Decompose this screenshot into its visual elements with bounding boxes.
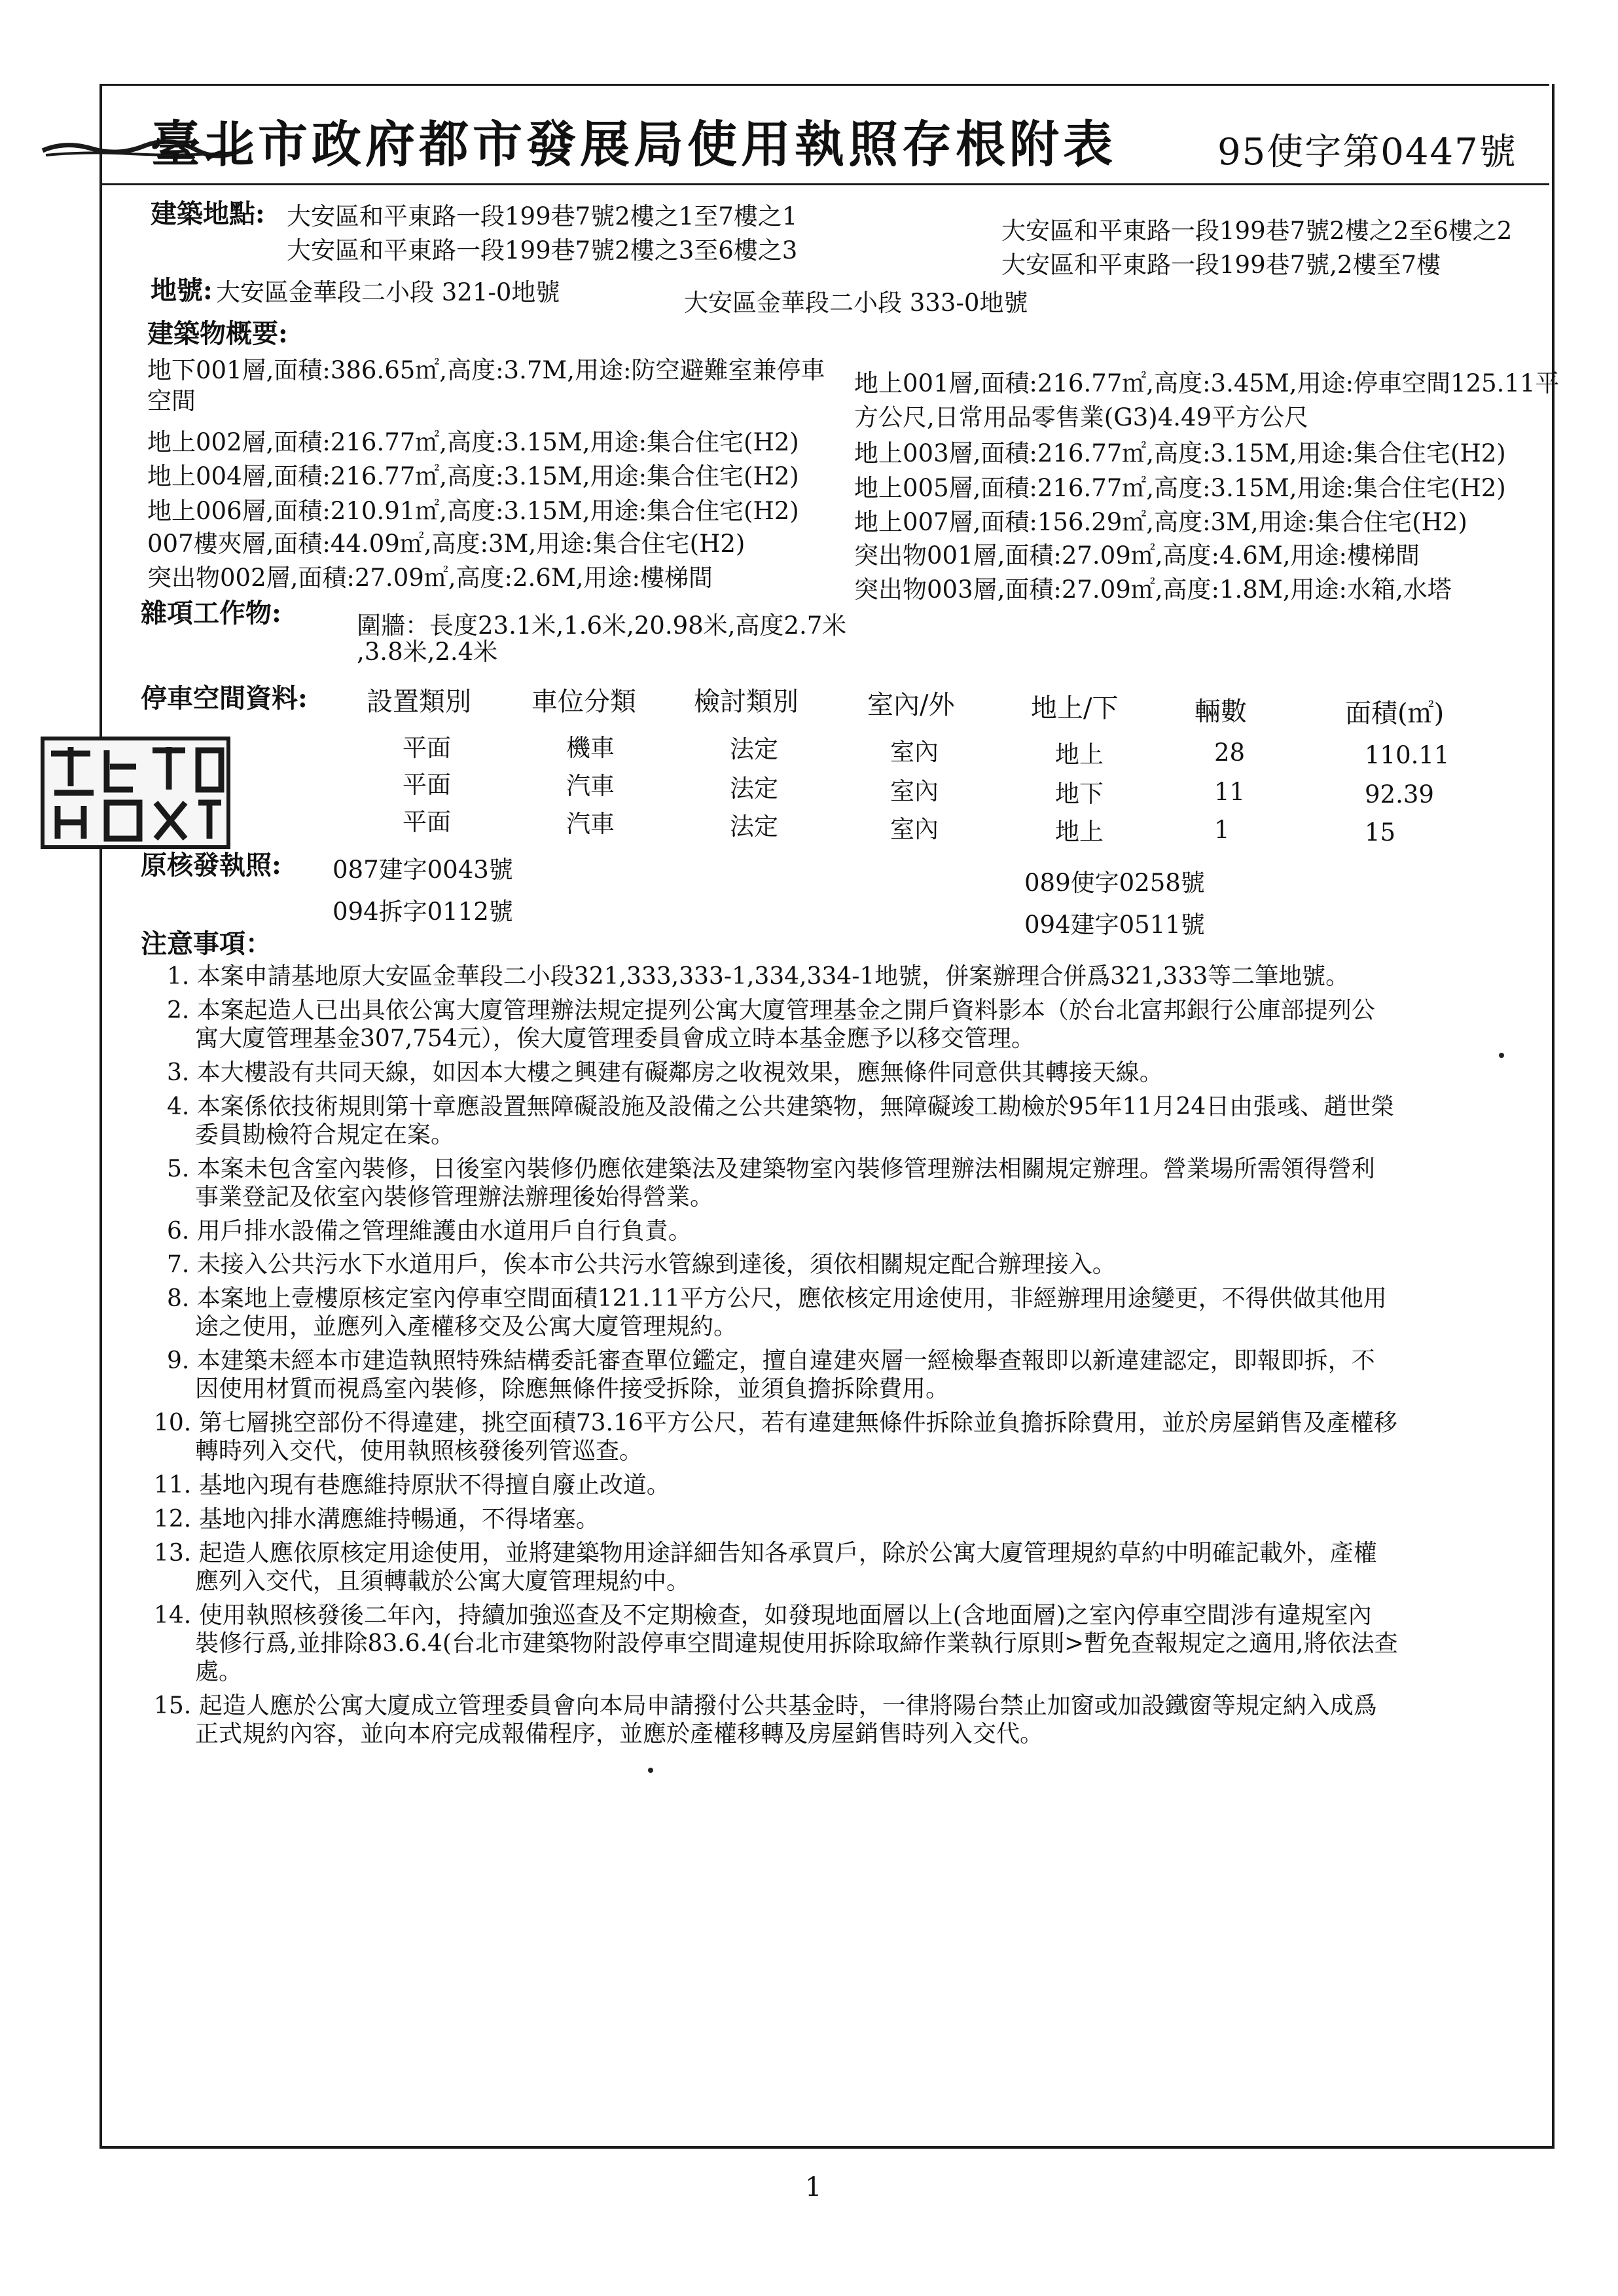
document-number: 95使字第0447號	[1217, 131, 1517, 173]
parking-cell: 92.39	[1365, 780, 1434, 809]
overview-right-line: 地上003層,面積:216.77㎡,高度:3.15M,用途:集合住宅(H2)	[854, 439, 1506, 467]
note-line: 13. 起造人應依原核定用途使用，並將建築物用途詳細告知各承買戶，除於公寓大廈管理規約草約中明確記載外，產權	[154, 1540, 1377, 1567]
parking-cell: 法定	[730, 774, 778, 803]
parking-header-indoor-outdoor: 室內/外	[867, 690, 955, 720]
note-line: 14. 使用執照核發後二年內，持續加強巡查及不定期檢查，如發現地面層以上(含地面層)之室內停車空間涉有違規室內	[154, 1602, 1372, 1629]
overview-left-line: 地下001層,面積:386.65㎡,高度:3.7M,用途:防空避難室兼停車	[147, 356, 825, 384]
ink-dot	[1499, 1053, 1504, 1058]
parking-cell: 平面	[403, 734, 451, 762]
lot-number-1: 大安區金華段二小段 321-0地號	[216, 278, 560, 306]
note-line: 6. 用戶排水設備之管理維護由水道用戶自行負責。	[167, 1218, 692, 1245]
note-line: 5. 本案未包含室內裝修，日後室內裝修仍應依建築法及建築物室內裝修管理辦法相關規定辦理。營業場所需領得營利	[167, 1156, 1375, 1182]
note-line: 10. 第七層挑空部份不得違建，挑空面積73.16平方公尺，若有違建無條件拆除並負擔拆除費用，並於房屋銷售及產權移	[154, 1410, 1397, 1436]
original-permit-2: 094拆字0112號	[333, 898, 513, 926]
seal-pattern-icon	[45, 740, 226, 845]
parking-cell: 法定	[730, 812, 778, 841]
note-line: 15. 起造人應於公寓大廈成立管理委員會向本局申請撥付公共基金時，一律將陽台禁止加窗或加設鐵窗等規定納入成爲	[154, 1692, 1377, 1719]
parking-cell: 地下	[1055, 780, 1104, 808]
overview-left-line: 地上002層,面積:216.77㎡,高度:3.15M,用途:集合住宅(H2)	[147, 428, 799, 456]
note-line: 處。	[195, 1658, 243, 1685]
parking-cell: 機車	[566, 734, 615, 762]
note-line: 正式規約內容，並向本府完成報備程序，並應於產權移轉及房屋銷售時列入交代。	[195, 1721, 1044, 1747]
document-title: 臺北市政府都市發展局使用執照存根附表	[151, 115, 1117, 173]
parking-cell: 1	[1214, 816, 1230, 844]
parking-cell: 地上	[1055, 740, 1104, 769]
misc-works-line-1: 圍牆：長度23.1米,1.6米,20.98米,高度2.7米	[357, 611, 847, 640]
overview-right-line: 地上001層,面積:216.77㎡,高度:3.45M,用途:停車空間125.11平	[854, 369, 1560, 397]
site-label: 建築地點:	[151, 198, 265, 229]
overview-label: 建築物概要:	[147, 318, 288, 349]
overview-right-line: 地上007層,面積:156.29㎡,高度:3M,用途:集合住宅(H2)	[854, 508, 1467, 536]
overview-left-line: 空間	[147, 387, 196, 415]
parking-cell: 平面	[403, 771, 451, 799]
page-number: 1	[805, 2172, 822, 2202]
parking-cell: 地上	[1055, 818, 1104, 846]
parking-cell: 11	[1214, 778, 1246, 806]
site-address-2: 大安區和平東路一段199巷7號2樓之2至6樓之2	[1001, 217, 1513, 245]
frame-top-border	[99, 84, 1549, 86]
note-line: 因使用材質而視爲室內裝修，除應無條件接受拆除，並須負擔拆除費用。	[195, 1376, 950, 1402]
note-line: 9. 本建築未經本市建造執照特殊結構委託審查單位鑑定，擅自違建夾層一經檢舉查報即以新違建認定，即報即拆，不	[167, 1347, 1375, 1374]
site-address-3: 大安區和平東路一段199巷7號2樓之3至6樓之3	[287, 236, 798, 264]
parking-header-space-class: 車位分類	[531, 687, 636, 717]
note-line: 3. 本大樓設有共同天線，如因本大樓之興建有礙鄰房之收視效果，應無條件同意供其轉接天線。	[167, 1059, 1163, 1086]
overview-right-line: 突出物003層,面積:27.09㎡,高度:1.8M,用途:水箱,水塔	[854, 575, 1452, 604]
parking-label: 停車空間資料:	[141, 683, 308, 714]
note-line: 7. 未接入公共污水下水道用戶，俟本市公共污水管線到達後，須依相關規定配合辦理接入。	[167, 1251, 1116, 1278]
parking-header-count: 輛數	[1195, 697, 1247, 727]
overview-right-line: 地上005層,面積:216.77㎡,高度:3.15M,用途:集合住宅(H2)	[854, 474, 1506, 502]
parking-header-above-below: 地上/下	[1031, 693, 1119, 723]
title-separator	[99, 183, 1549, 185]
parking-cell: 15	[1365, 818, 1396, 847]
note-line: 4. 本案係依技術規則第十章應設置無障礙設施及設備之公共建築物，無障礙竣工勘檢於95年11月24日由張彧、趙世榮	[167, 1093, 1395, 1120]
misc-works-label: 雜項工作物:	[141, 598, 281, 629]
note-line: 2. 本案起造人已出具依公寓大廈管理辦法規定提列公寓大廈管理基金之開戶資料影本（於台北富邦銀行公庫部提列公	[167, 997, 1375, 1024]
parking-cell: 平面	[403, 808, 451, 836]
note-line: 事業登記及依室內裝修管理辦法辦理後始得營業。	[195, 1184, 714, 1211]
lot-label: 地號:	[151, 275, 213, 306]
original-permit-1: 087建字0043號	[333, 856, 513, 884]
note-line: 寓大廈管理基金307,754元），俟大廈管理委員會成立時本基金應予以移交管理。	[195, 1025, 1035, 1052]
overview-right-line: 突出物001層,面積:27.09㎡,高度:4.6M,用途:樓梯間	[854, 541, 1420, 570]
parking-header-setup-type: 設置類別	[367, 687, 471, 717]
note-line: 8. 本案地上壹樓原核定室內停車空間面積121.11平方公尺，應依核定用途使用，非經辦理用途變更，不得供做其他用	[167, 1285, 1387, 1312]
parking-cell: 室內	[890, 777, 939, 805]
parking-cell: 法定	[730, 735, 778, 763]
overview-left-line: 突出物002層,面積:27.09㎡,高度:2.6M,用途:樓梯間	[147, 564, 713, 592]
note-line: 裝修行爲,並排除83.6.4(台北市建築物附設停車空間違規使用拆除取締作業執行原則>暫免查報規定之適用,將依法查	[195, 1630, 1398, 1657]
site-address-1: 大安區和平東路一段199巷7號2樓之1至7樓之1	[287, 202, 798, 230]
parking-cell: 汽車	[566, 810, 615, 838]
note-line: 轉時列入交代，使用執照核發後列管巡查。	[195, 1438, 643, 1465]
overview-left-line: 007樓夾層,面積:44.09㎡,高度:3M,用途:集合住宅(H2)	[147, 530, 746, 558]
overview-right-line: 方公尺,日常用品零售業(G3)4.49平方公尺	[854, 403, 1309, 431]
official-seal-stamp	[41, 737, 230, 849]
site-address-4: 大安區和平東路一段199巷7號,2樓至7樓	[1001, 251, 1441, 279]
note-line: 委員勘檢符合規定在案。	[195, 1121, 455, 1148]
parking-header-area: 面積(㎡)	[1345, 699, 1445, 729]
lot-number-2: 大安區金華段二小段 333-0地號	[684, 289, 1028, 317]
overview-left-line: 地上006層,面積:210.91㎡,高度:3.15M,用途:集合住宅(H2)	[147, 497, 799, 525]
misc-works-line-2: ,3.8米,2.4米	[357, 638, 498, 666]
parking-cell: 110.11	[1365, 741, 1450, 769]
note-line: 11. 基地內現有巷應維持原狀不得擅自廢止改道。	[154, 1472, 670, 1499]
note-line: 1. 本案申請基地原大安區金華段二小段321,333,333-1,334,334-1地號，併案辦理合併爲321,333等二筆地號。	[167, 963, 1350, 990]
parking-cell: 室內	[890, 738, 939, 766]
parking-header-review-type: 檢討類別	[694, 687, 799, 717]
original-permit-4: 094建字0511號	[1024, 911, 1205, 939]
note-line: 12. 基地內排水溝應維持暢通，不得堵塞。	[154, 1506, 600, 1533]
original-permit-3: 089使字0258號	[1024, 869, 1205, 897]
notes-label: 注意事項：	[141, 928, 272, 959]
parking-cell: 汽車	[566, 772, 615, 800]
note-line: 應列入交代，且須轉載於公寓大廈管理規約中。	[195, 1568, 691, 1595]
ink-dot	[648, 1768, 653, 1773]
original-permits-label: 原核發執照:	[141, 850, 281, 881]
parking-cell: 28	[1214, 738, 1246, 767]
note-line: 途之使用，並應列入產權移交及公寓大廈管理規約。	[195, 1313, 738, 1340]
overview-left-line: 地上004層,面積:216.77㎡,高度:3.15M,用途:集合住宅(H2)	[147, 462, 799, 490]
parking-cell: 室內	[890, 815, 939, 843]
